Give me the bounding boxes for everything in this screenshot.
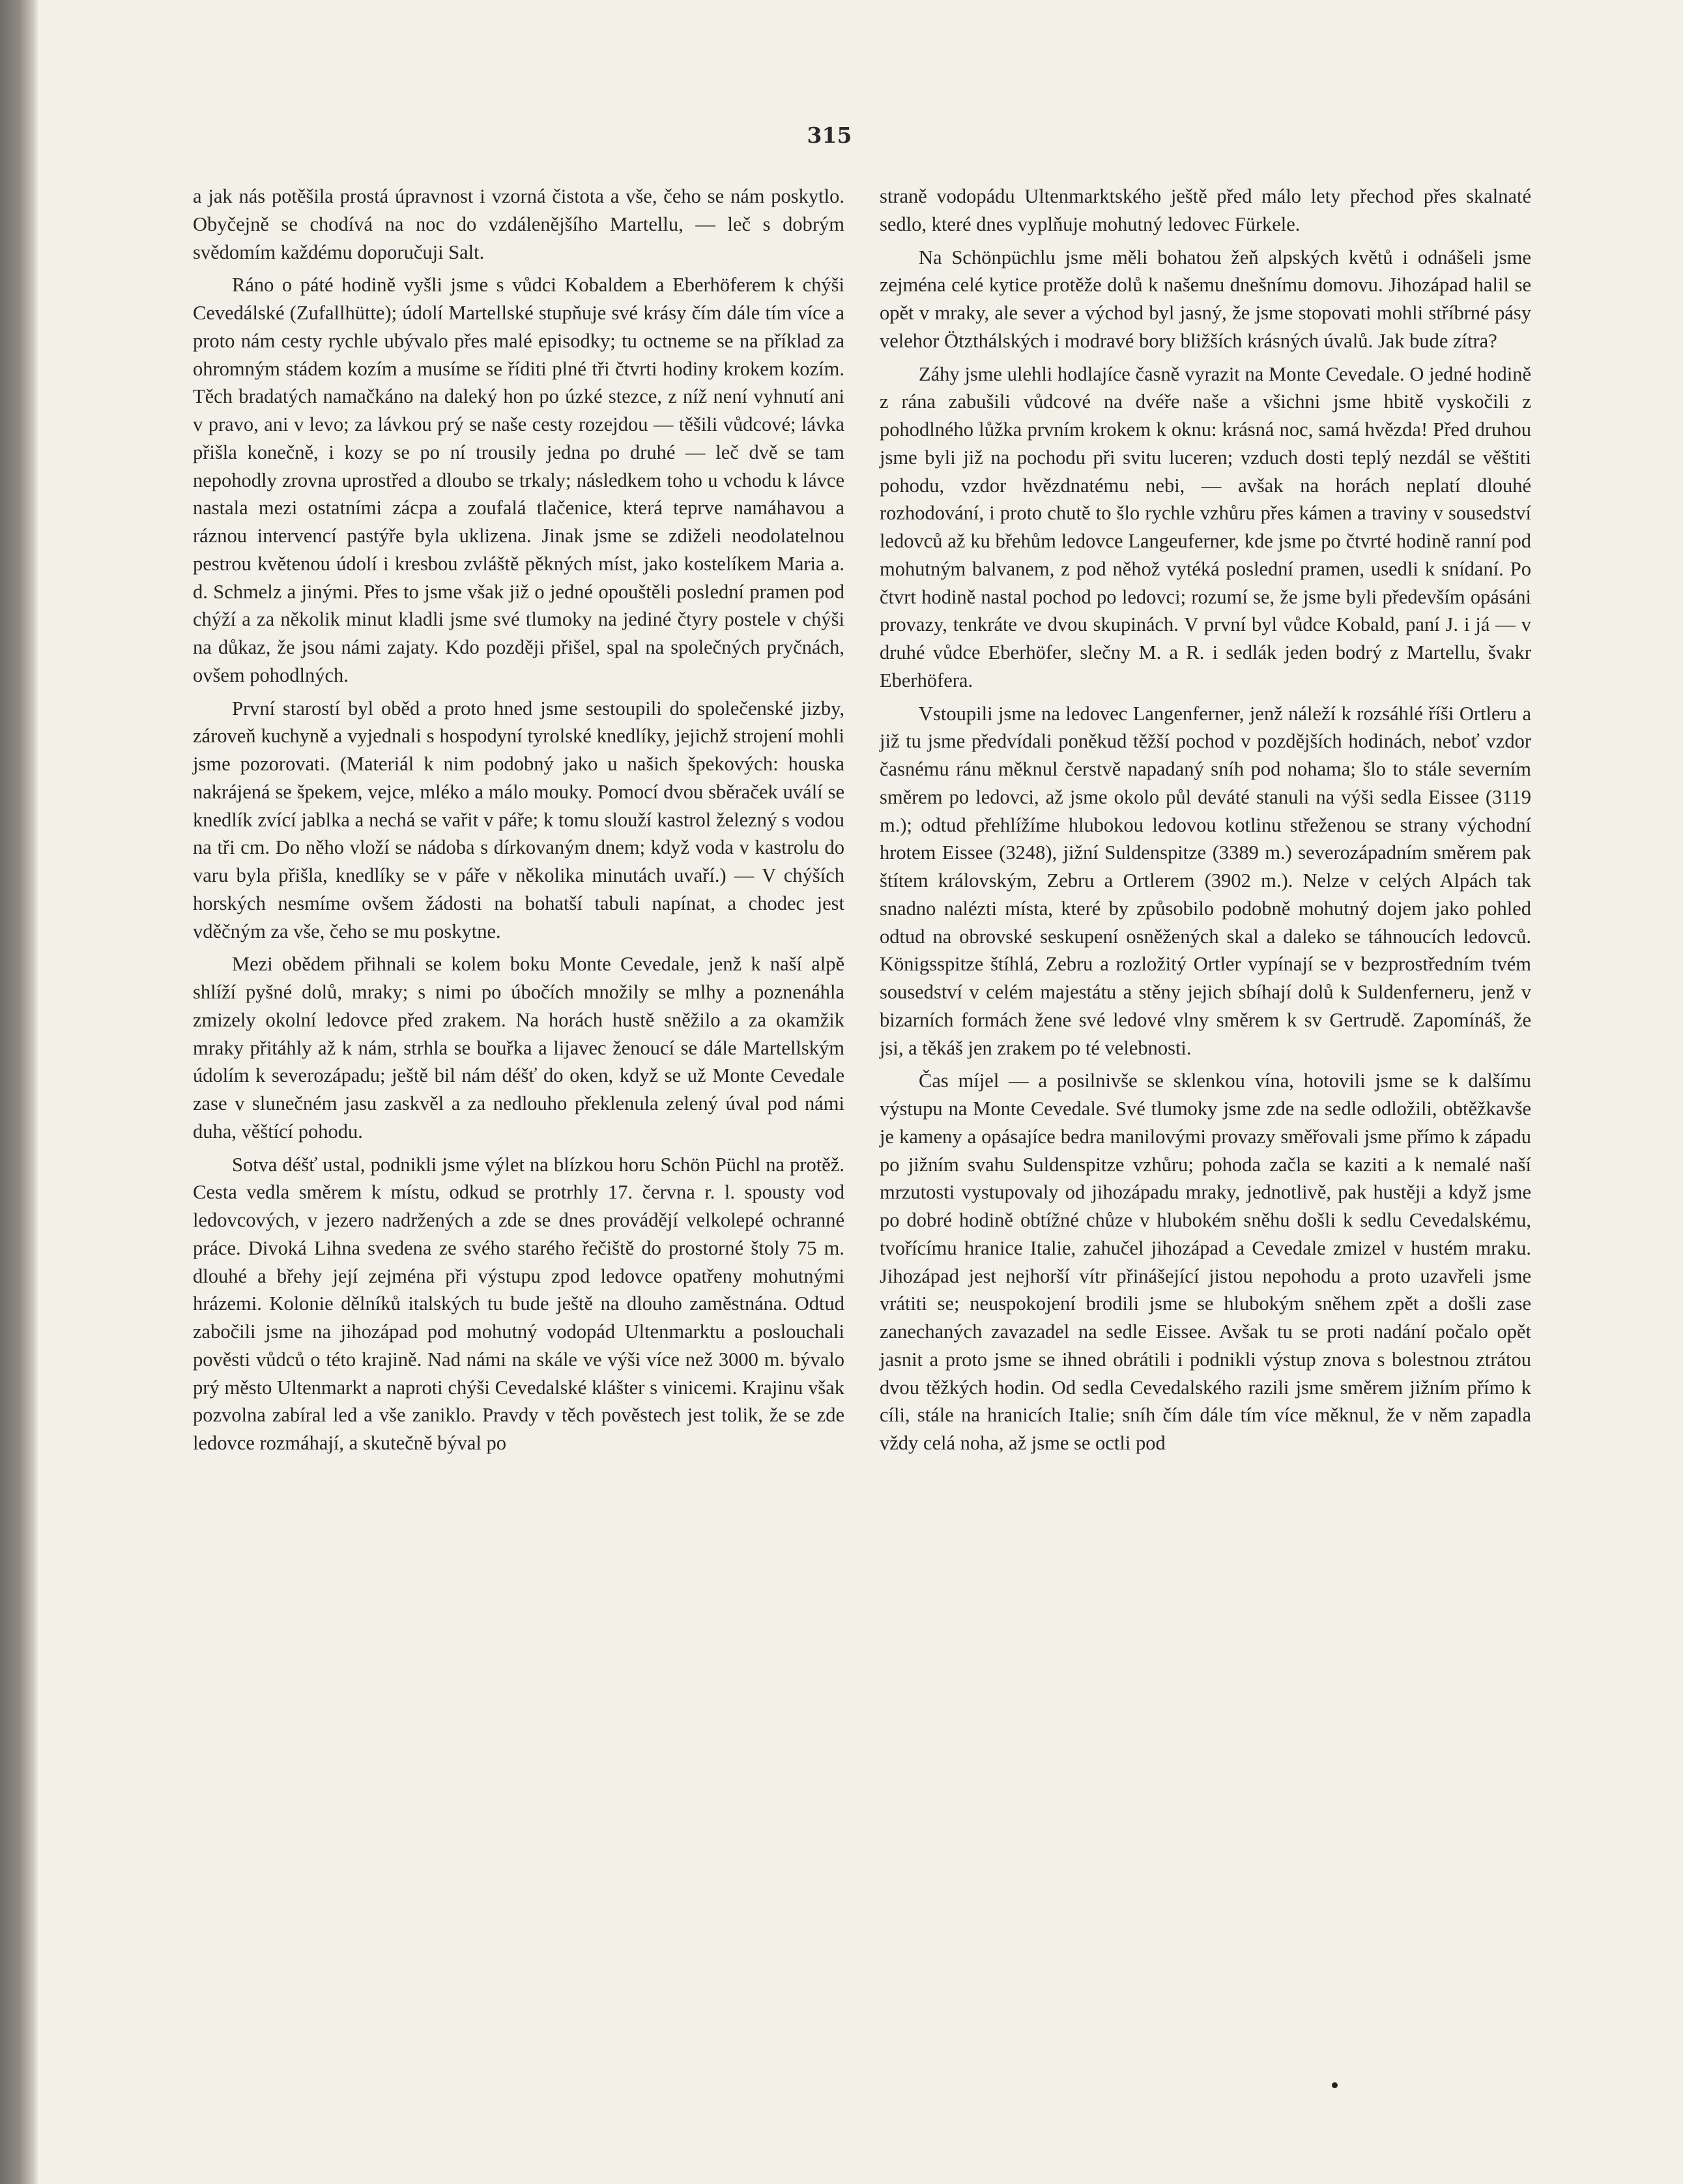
paragraph: a jak nás potěšila prostá úpravnost i vzorná čistota a vše, čeho se nám poskytlo. Obyčejně se chodívá na noc do vzdálenějšího Martellu, — leč s dobrým svědomím každému doporučuji Salt.: [193, 185, 844, 263]
paragraph: Ráno o páté hodině vyšli jsme s vůdci Kobaldem a Eberhöferem k chýši Cevedálské (Zufallhütte); údolí Martellské stupňuje své krásy čím dále tím více a proto nám cesty rychle ubývalo přes malé episodky; tu octneme se na příklad za ohromným stádem kozím a musíme se říditi plné tři čtvrti hodiny krokem kozím. Těch bradatých namačkáno na daleký hon po úzké stezce, z níž není vyhnutí ani v pravo, ani v levo; za lávkou prý se naše cesty rozejdou — těšili vůdcové; lávka přišla konečně, i kozy se po ní trousily jedna po druhé — leč dvě se tam nepohodly zrovna uprostřed a dloubo se trkaly; následkem toho u vchodu k lávce nastala mezi ostatními zácpa a zoufalá tlačenice, která teprve namáhavou a ráznou intervencí pastýře byla uklizena. Jinak jsme se zdiželi neodolatelnou pestrou květenou údolí i kresbou zvláště pěkných míst, jako kostelíkem Maria a. d. Schmelz a jinými. Přes to jsme však již o jedné opouštěli poslední pramen pod chýží a za několik minut kladli jsme své tlumoky na jediné čtyry postele v chýši na důkaz, že jsou námi zajaty. Kdo později přišel, spal na společných pryčnách, ovšem pohodlných.: [193, 274, 844, 686]
paragraph: Čas míjel — a posilnivše se sklenkou vína, hotovili jsme se k dalšímu výstupu na Monte Cevedale. Své tlumoky jsme zde na sedle odložili, obtěžkavše je kameny a opásajíce bedra manilovými provazy směřovali jsme přímo k západu po jižním svahu Suldenspitze vzhůru; pohoda začla se kaziti a k nemalé naší mrzutosti vystupovaly od jihozápadu mraky, jednotlivě, pak hustěji a když jsme po dobré hodině obtížné chůze v hlubokém sněhu došli k sedlu Cevedalskému, tvořícímu hranice Italie, zahučel jihozápad a Cevedale zmizel v hustém mraku. Jihozápad jest nejhorší vítr přinášející jistou nepohodu a proto uzavřeli jsme vrátiti se; neuspokojení brodili jsme se hlubokým sněhem zpět a došli zase zanechaných zavazadel na sedle Eissee. Avšak tu se proti nadání počalo opět jasnit a proto jsme se ihned obrátili i podnikli výstup znova s bolestnou ztrátou dvou těžkých hodin. Od sedla Cevedalského razili jsme směrem jižním přímo k cíli, stále na hranicích Italie; sníh čím dále tím více měknul, že v něm zapadla vždy celá noha, až jsme se octli pod: [880, 1070, 1531, 1454]
printer-mark: [1331, 2081, 1339, 2089]
paragraph: První starostí byl oběd a proto hned jsme sestoupili do společenské jizby, zároveň kuchyně a vyjednali s hospodyní tyrolské knedlíky, jejichž strojení mohli jsme pozorovati. (Materiál k nim podobný jako u našich špekových: houska nakrájená se špekem, vejce, mléko a málo mouky. Pomocí dvou sběraček uválí se knedlík zvící jablka a nechá se vařit v páře; k tomu slouží kastrol železný s vodou na tři cm. Do něho vloží se nádoba s dírkovaným dnem; když voda v kastrolu do varu byla přišla, knedlíky se v páře v několika minutách uvaří.) — V chýších horských nesmíme ovšem žádosti na bohatší tabuli napínat, a chodec jest vděčným za vše, čeho se mu poskytne.: [193, 697, 844, 942]
scan-binding-edge: [0, 0, 38, 2184]
paragraph: Mezi obědem přihnali se kolem boku Monte Cevedale, jenž k naší alpě shlíží pyšné dolů, mraky; s nimi po úbočích množily se mlhy a poznenáhla zmizely okolní ledovce před zrakem. Na horách hustě sněžilo a za okamžik mraky přitáhly až k nám, strhla se bouřka a lijavec ženoucí se dále Martellským údolím k severozápadu; ještě bil nám déšť do oken, když se už Monte Cevedale zase v slunečném jasu zaskvěl a za nedlouho překlenula zelený úval pod námi duha, věštící pohodu.: [193, 953, 844, 1143]
book-page: [38, 0, 1683, 2184]
paragraph: Sotva déšť ustal, podnikli jsme výlet na blízkou horu Schön Püchl na protěž. Cesta vedla směrem k místu, odkud se protrhly 17. června r. l. spousty vod ledovcových, v jezero nadržených a zde se dnes provádějí velkolepé ochranné práce. Divoká Lihna svedena ze svého starého řečiště do prostorné štoly 75 m. dlouhé a břehy její zejména při výstupu zpod ledovce opatřeny mohutnými hrázemi. Kolonie dělníků italských tu bude ještě na dlouho zaměstnána. Odtud zabočili jsme na jihozápad pod mohutný vodopád Ultenmarktu a poslouchali pověsti vůdců o této krajině. Nad námi na skále ve výši více než 3000 m. bývalo prý město Ultenmarkt a naproti chýši Cevedalské klášter s vinicemi. Krajinu však pozvolna zabíral led a vše zaniklo. Pravdy v těch pověstech jest tolik, že se zde ledovce rozmáhají, a skutečně býval po: [193, 1153, 844, 1454]
right-text-column: [880, 182, 1531, 1457]
paragraph: Záhy jsme ulehli hodlajíce časně vyrazit na Monte Cevedale. O jedné hodině z rána zabušili vůdcové na dvéře naše a všichni jsme hbitě vyskočili z pohodlného lůžka prvním krokem k oknu: krásná noc, samá hvězda! Před druhou jsme byli již na pochodu při svitu luceren; vzduch dosti teplý nezdál se věštiti pohodu, vzdor hvězdnatému nebi, — avšak na horách neplatí dlouhé rozhodování, i proto chutě to šlo rychle vzhůru přes kámen a traviny v sousedství ledovců až ku břehům ledovce Langeuferner, kde jsme po čtvrté hodině ranní pod mohutným balvanem, z pod něhož vytéká poslední pramen, usedli k snídaní. Po čtvrt hodině nastal pochod po ledovci; rozumí se, že jsme byli především opásáni provazy, tenkráte ve dvou skupinách. V první byl vůdce Kobald, paní J. i já — v druhé vůdce Eberhöfer, slečny M. a R. i sedlák jeden bodrý z Martellu, švakr Eberhöfera.: [880, 362, 1531, 692]
paragraph: straně vodopádu Ultenmarktského ještě před málo lety přechod přes skalnaté sedlo, které dnes vyplňuje mohutný ledovec Fürkele.: [880, 185, 1531, 235]
page-number: 315: [807, 123, 852, 148]
left-text-column: [193, 182, 844, 1457]
paragraph: Vstoupili jsme na ledovec Langenferner, jenž náleží k rozsáhlé říši Ortleru a již tu jsme předvídali poněkud těžší pochod v pozdějších hodinách, neboť vzdor časnému ránu měknul čerstvě napadaný sníh pod nohama; šlo to stále severním směrem po ledovci, až jsme okolo půl deváté stanuli na výši sedla Eissee (3119 m.); odtud přehlížíme hlubokou ledovou kotlinu střeženou se strany východní hrotem Eissee (3248), jižní Suldenspitze (3389 m.) severozápadním směrem pak štítem královským, Zebru a Ortlerem (3902 m.). Nelze v celých Alpách tak snadno nalézti místa, které by způsobilo podobně mohutný dojem jako pohled odtud na obrovské seskupení osněžených skal a daleko se táhnoucích ledovců. Königsspitze štíhlá, Zebru a rozložitý Ortler vypínají se v bezprostředním tvém sousedství v celém majestátu a stěny jejich sbíhají dolů k Suldenferneru, jenž v bizarních formách žene své ledové vlny směrem k sv Gertrudě. Zapomínáš, že jsi, a těkáš jen zrakem po té velebnosti.: [880, 702, 1531, 1059]
paragraph: Na Schönpüchlu jsme měli bohatou žeň alpských květů i odnášeli jsme zejména celé kytice protěže dolů k našemu dnešnímu domovu. Jihozápad halil se opět v mraky, ale sever a východ byl jasný, že jsme stopovati mohli stříbrné pásy velehor Ötzthálských i modravé bory bližších krásných úvalů. Jak bude zítra?: [880, 246, 1531, 352]
